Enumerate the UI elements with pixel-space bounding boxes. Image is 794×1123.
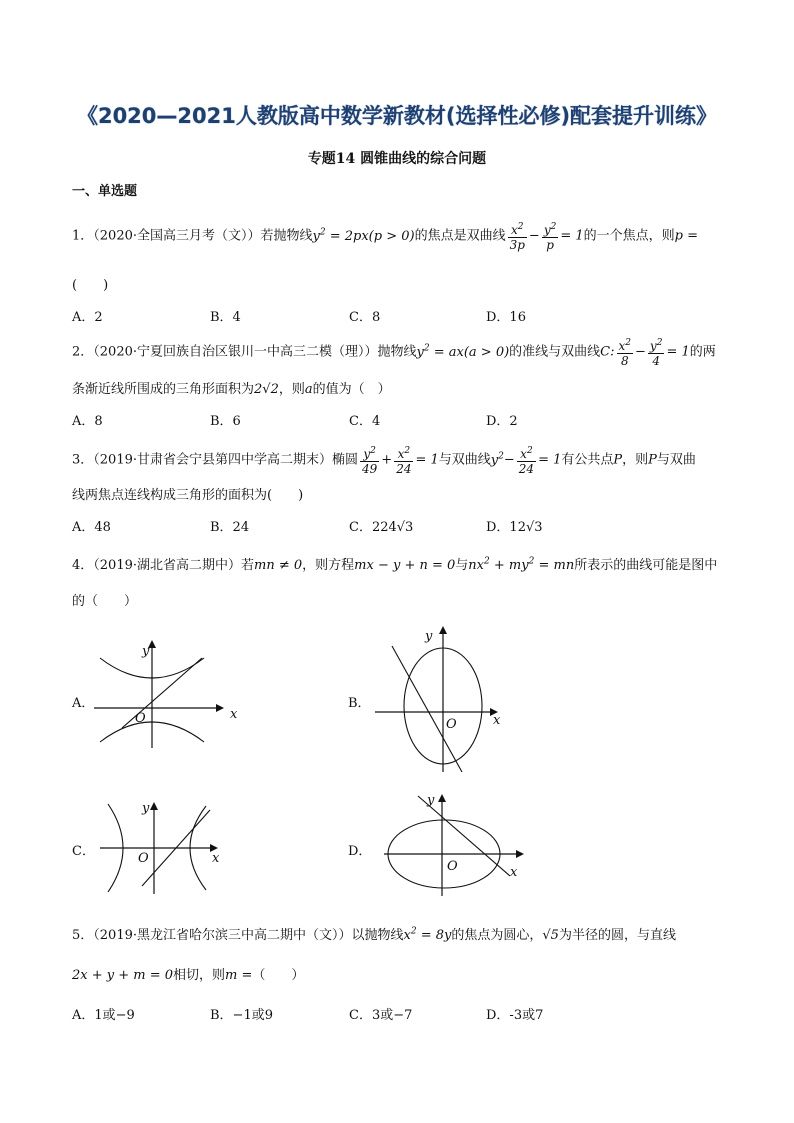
q4-graph-d	[380, 788, 530, 898]
question-1-line-2: ( )	[72, 278, 109, 293]
q2-option-c: C．4	[349, 414, 381, 429]
q3-fraction-3: $\frac{x^2}{24}$	[518, 446, 535, 476]
x-axis-label: x	[230, 707, 238, 722]
q4-suffix: 所表示的曲线可能是图中	[574, 558, 718, 573]
q4-mid-2: 与	[455, 558, 469, 573]
q3-option-c: C．224√3	[349, 520, 414, 535]
line	[122, 658, 202, 728]
origin-label: O	[138, 851, 149, 866]
q4-graph-a	[92, 636, 242, 751]
q5-option-a: A．1或−9	[72, 1008, 135, 1023]
question-5-line-1: 5．（2019·黑龙江省哈尔滨三中高二期中（文））以抛物线$x^2 = 8y$的焦点为圆心，√5为半径的圆，与直线	[72, 926, 676, 943]
q1-fraction-2: $\frac{y^2}{p}$	[543, 222, 557, 252]
q3-mid: 与双曲线	[438, 452, 491, 468]
q1-mid: 的焦点是双曲线	[414, 228, 506, 244]
q1-option-d: D．16	[486, 310, 526, 325]
q1-suffix: 的一个焦点，则	[583, 228, 675, 244]
y-axis-arrow	[438, 794, 446, 802]
q2-prefix: 2．（2020·宁夏回族自治区银川一中高三二模（理））抛物线	[72, 344, 417, 360]
q2-option-d: D．2	[486, 414, 518, 429]
question-4-line-2: 的（ ）	[72, 594, 138, 609]
q2-mid: 的准线与双曲线	[509, 344, 601, 360]
q3-suffix: 有公共点	[561, 452, 614, 468]
question-2-line-2: 条渐近线所围成的三角形面积为2√2，则a的值为（ ）	[72, 382, 391, 397]
q3-option-b: B．24	[210, 520, 250, 535]
y-axis-label: y	[427, 793, 435, 808]
question-4-line-1: 4．（2019·湖北省高二期中）若mn ≠ 0，则方程mx − y + n = 0与$nx^2 + my^2$ = mn所表示的曲线可能是图中	[72, 556, 718, 573]
q1-fraction-1: $\frac{x^2}{3p}$	[509, 222, 525, 252]
y-axis-arrow	[150, 802, 158, 810]
x-axis-arrow	[216, 704, 224, 712]
q1-option-c: C．8	[349, 310, 381, 325]
q4-graph-a-label: A．	[72, 696, 95, 711]
y-axis-label: y	[142, 644, 150, 659]
q4-graph-b-label: B．	[348, 696, 371, 711]
q2-option-a: A．8	[72, 414, 103, 429]
q3-fraction-1: $\frac{y^2}{49}$	[362, 446, 378, 476]
q2-option-b: B．6	[210, 414, 241, 429]
origin-label: O	[135, 711, 146, 726]
question-3-line-2: 线两焦点连线构成三角形的面积为( )	[72, 488, 304, 503]
q2-line2-text-b: ，则	[278, 382, 305, 397]
question-5-line-2: 2x + y + m = 0相切，则m =（ ）	[72, 968, 305, 983]
q2-fraction-2: $\frac{y^2}{4}$	[649, 338, 663, 368]
x-axis-label: x	[510, 865, 518, 880]
q1-option-b: B．4	[210, 310, 241, 325]
q5-mid: 的焦点为圆心，	[451, 928, 543, 943]
y-axis-arrow	[439, 626, 447, 634]
q3-suffix-3: 与双曲	[656, 452, 696, 468]
q1-prefix: 1．（2020·全国高三月考（文））若抛物线	[72, 228, 313, 244]
origin-label: O	[447, 859, 458, 874]
q2-line2-text-c: 的值为（ ）	[312, 382, 391, 397]
section-heading: 一、单选题	[72, 184, 138, 199]
y-axis-label: y	[142, 801, 150, 816]
q5-prefix: 5．（2019·黑龙江省哈尔滨三中高二期中（文））以抛物线	[72, 928, 404, 943]
line	[392, 646, 462, 772]
q3-fraction-2: $\frac{x^2}{24}$	[396, 446, 412, 476]
q2-fraction-1: $\frac{x^2}{8}$	[618, 338, 632, 368]
x-axis-label: x	[493, 713, 501, 728]
q3-option-a: A．48	[72, 520, 111, 535]
q5-suffix: 为半径的圆，与直线	[558, 928, 676, 943]
q4-mid: ，则方程	[302, 558, 355, 573]
q5-line2-text: 相切，则	[173, 968, 226, 983]
q4-prefix: 4．（2019·湖北省高二期中）若	[72, 558, 254, 573]
q5-line2-text-c: （ ）	[252, 968, 305, 983]
line	[418, 796, 510, 876]
q5-option-d: D．-3或7	[486, 1008, 544, 1023]
q1-parabola-equation: $y^2 = 2px(p > 0)$	[312, 227, 415, 244]
q3-suffix-2: ，则	[622, 452, 649, 468]
x-axis-arrow	[516, 850, 524, 858]
y-axis-label: y	[425, 629, 433, 644]
q2-suffix: 的两	[689, 344, 716, 360]
q3-prefix: 3．（2019·甘肃省会宁县第四中学高二期末）椭圆	[72, 452, 358, 468]
q4-graph-c	[98, 796, 228, 896]
q2-line2-text: 条渐近线所围成的三角形面积为	[72, 382, 255, 397]
q5-option-c: C．3或−7	[349, 1008, 413, 1023]
document-title: 《2020—2021人教版高中数学新教材(选择性必修)配套提升训练》	[76, 104, 718, 128]
question-1-line-1: 1．（2020·全国高三月考（文））若抛物线$y^2 = 2px(p > 0)$的焦点是双曲线 $\frac{x^2}{3p}$ − $\frac{y^2}{p}$ = 1的一个焦点，则p =	[72, 222, 699, 252]
question-2-line-1: 2．（2020·宁夏回族自治区银川一中高三二模（理））抛物线$y^2 = ax(a > 0)$的准线与双曲线C: $\frac{x^2}{8}$ − $\frac{y^2}{4}$ = 1的两	[72, 338, 716, 368]
origin-label: O	[446, 717, 457, 732]
q4-graph-d-label: D．	[348, 844, 372, 859]
question-3-line-1: 3．（2019·甘肃省会宁县第四中学高二期末）椭圆 $\frac{y^2}{49}$ + $\frac{x^2}{24}$ = 1与双曲线$y^2-$ $\frac{x^2}{24}$ = 1有公共点P，则P与双曲	[72, 446, 696, 476]
q5-option-b: B．−1或9	[210, 1008, 273, 1023]
q4-graph-b	[370, 626, 510, 776]
q4-graph-c-label: C．	[72, 844, 95, 859]
x-axis-label: x	[212, 851, 220, 866]
q3-option-d: D．12√3	[486, 520, 543, 535]
document-subtitle: 专题14 圆锥曲线的综合问题	[307, 151, 487, 167]
q1-option-a: A．2	[72, 310, 103, 325]
